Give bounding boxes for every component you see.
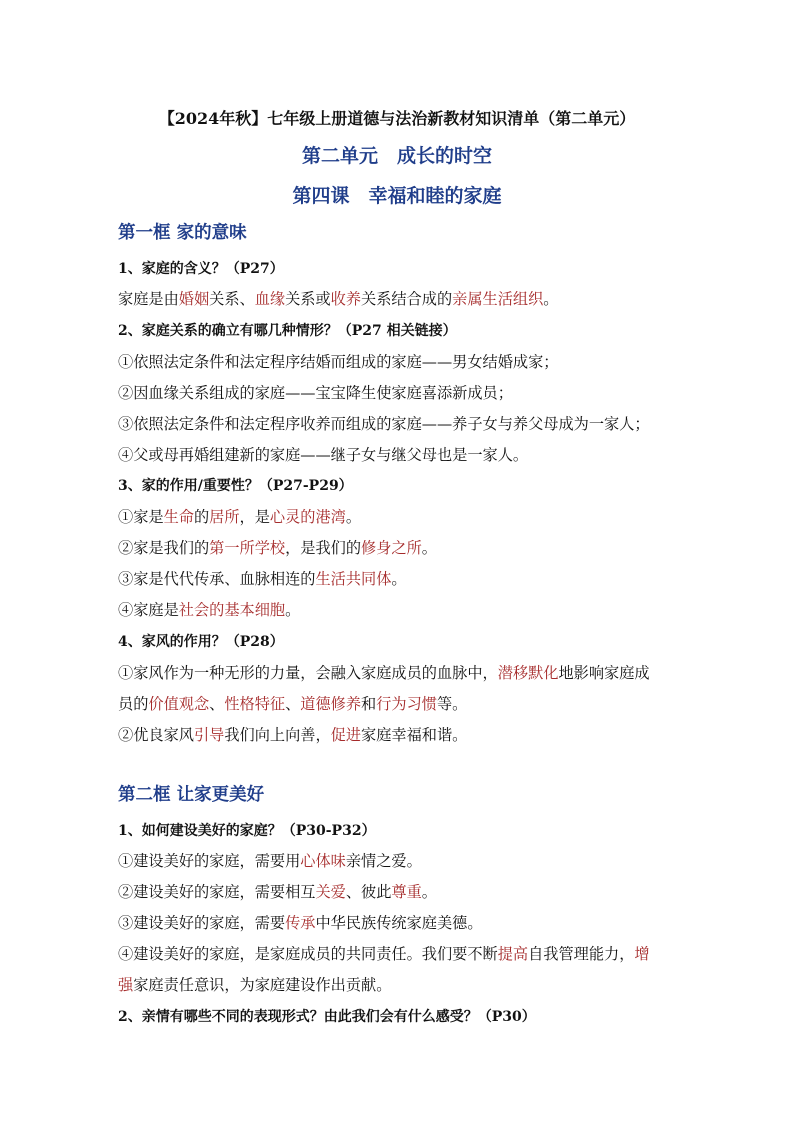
question-1-3: 3、家的作用/重要性？（P27-P29） [118, 478, 353, 494]
section-heading-2: 第二框 让家更美好 [118, 785, 265, 805]
question-1-1: 1、家庭的含义？（P27） [118, 261, 284, 277]
list-item-continuation: 员的价值观念、性格特征、道德修养和行为习惯等。 [118, 695, 468, 713]
list-item: ②家是我们的第一所学校，是我们的修身之所。 [118, 539, 437, 557]
list-item: ④父或母再婚组建新的家庭——继子女与继父母也是一家人。 [118, 446, 529, 464]
list-item: ①家风作为一种无形的力量，会融入家庭成员的血脉中，潜移默化地影响家庭成 [118, 664, 650, 682]
list-item: ④家庭是社会的基本细胞。 [118, 601, 301, 619]
section-heading-1: 第一框 家的意味 [118, 223, 247, 243]
lesson-heading: 第四课 幸福和睦的家庭 [292, 185, 502, 207]
question-1-4: 4、家风的作用？（P28） [118, 634, 284, 650]
question-1-2: 2、家庭关系的确立有哪几种情形？（P27 相关链接） [118, 323, 457, 339]
list-item: ①依照法定条件和法定程序结婚而组成的家庭——男女结婚成家； [118, 353, 559, 371]
list-item: ④建设美好的家庭，是家庭成员的共同责任。我们要不断提高自我管理能力，增 [118, 945, 650, 963]
question-2-1: 1、如何建设美好的家庭？（P30-P32） [118, 823, 376, 839]
list-item: ③家是代代传承、血脉相连的生活共同体。 [118, 570, 407, 588]
list-item: ①建设美好的家庭，需要用心体味亲情之爱。 [118, 852, 422, 870]
list-item: ②建设美好的家庭，需要相互关爱、彼此尊重。 [118, 883, 437, 901]
answer-1-1: 家庭是由婚姻关系、血缘关系或收养关系结合成的亲属生活组织。 [118, 290, 559, 308]
document-title: 【2024年秋】七年级上册道德与法治新教材知识清单（第二单元） [158, 109, 636, 128]
list-item: ③建设美好的家庭，需要传承中华民族传统家庭美德。 [118, 914, 483, 932]
list-item: ①家是生命的居所，是心灵的港湾。 [118, 508, 361, 526]
list-item-continuation: 强家庭责任意识，为家庭建设作出贡献。 [118, 976, 392, 994]
list-item: ②因血缘关系组成的家庭——宝宝降生使家庭喜添新成员； [118, 384, 513, 402]
list-item: ②优良家风引导我们向上向善，促进家庭幸福和谐。 [118, 726, 468, 744]
list-item: ③依照法定条件和法定程序收养而组成的家庭——养子女与养父母成为一家人； [118, 415, 650, 433]
question-2-2: 2、亲情有哪些不同的表现形式？由此我们会有什么感受？（P30） [118, 1009, 536, 1025]
unit-heading: 第二单元 成长的时空 [301, 145, 492, 167]
